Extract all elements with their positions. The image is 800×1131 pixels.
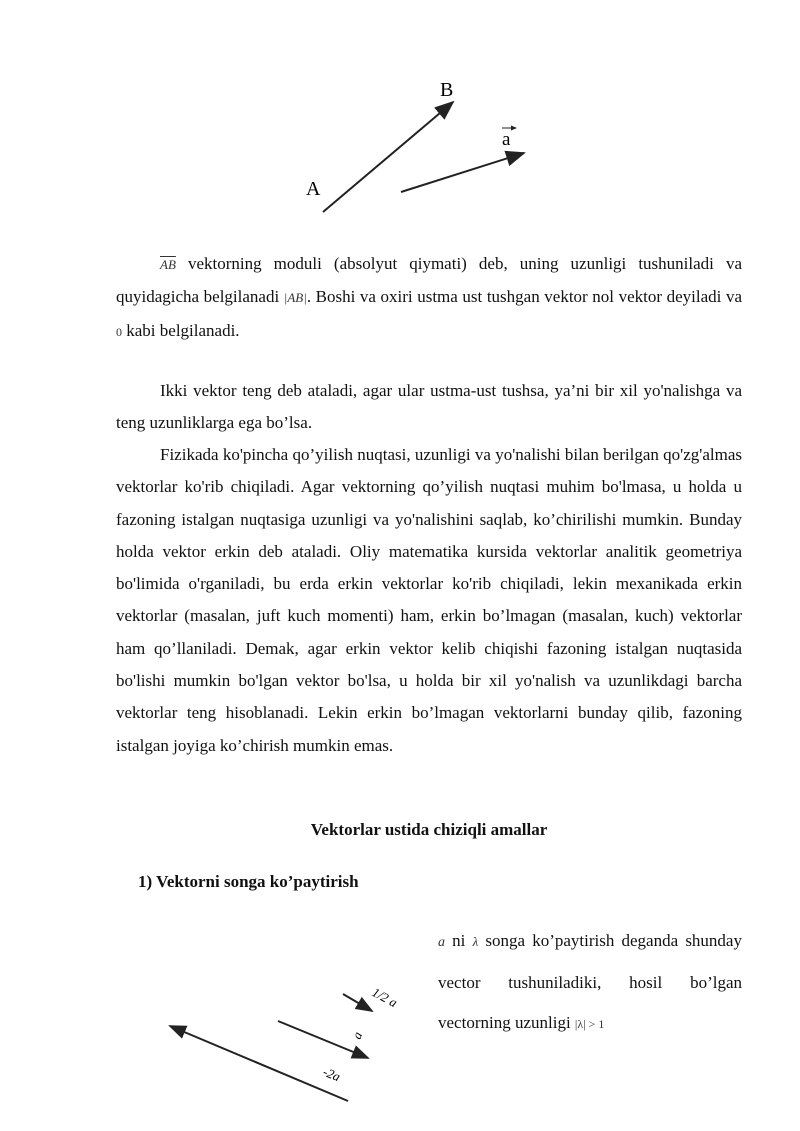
lambda-symbol: λ: [472, 934, 479, 949]
half-a-vector: [343, 994, 372, 1011]
para1-text1: vektorning moduli (absolyut qiymati) deb, uning uzunligi tushuniladi va quyidagicha belgilanadi: [116, 254, 742, 307]
point-a-label: A: [306, 178, 321, 200]
scalar-multiplication-figure: [160, 965, 420, 1115]
half-a-label: 1/2 a: [369, 984, 400, 1011]
section-heading: Vektorlar ustida chiziqli amallar: [310, 820, 548, 839]
vector-ab-line: [323, 102, 453, 212]
zero-symbol: 0: [116, 324, 122, 339]
neg-2a-vector: [170, 1026, 348, 1101]
abs-ab-symbol: |AB|: [283, 290, 307, 306]
subsection-heading: 1) Vektorni songa ko’paytirish: [138, 872, 359, 891]
a-vector: [278, 1021, 368, 1058]
vector-a-line: [401, 153, 524, 192]
paragraph-modulus: [116, 248, 742, 348]
a-label: a: [348, 1029, 366, 1042]
lambda-condition: |λ| > 1: [574, 1017, 605, 1031]
vector-figure-ab: [280, 70, 550, 220]
para1-text2: . Boshi va oxiri ustma ust tushgan vektor nol vektor deyiladi va: [306, 287, 742, 307]
right-text-t1: ni: [445, 931, 473, 950]
para1-text3: kabi belgilanadi.: [122, 320, 240, 340]
neg-2a-label: -2a: [320, 1063, 343, 1085]
vector-a-label: a: [502, 129, 511, 150]
right-text-t2: songa ko’paytirish deganda shunday vector tushuniladiki, hosil bo’lgan vectorning uzunligi: [438, 931, 742, 1032]
vec-a-symbol: a: [438, 935, 445, 950]
vector-ab-symbol: $\overline{AB}$: [160, 257, 176, 272]
paragraph-free-vectors: Fizikada ko'pincha qo’yilish nuqtasi, uzunligi va yo'nalishi bilan berilgan qo'zg'almas vektorlar ko'rib chiqiladi. Agar vektorning qo’yilish nuqtasi muhim bo'lmasa, u holda u fazoning istalgan nuqtasiga uzunligi va yo'nalishini saqlab, ko’chirilishi mumkin. Bunday holda vektor erkin deb ataladi. Oliy matematika kursida vektorlar analitik geometriya bo'limida o'rganiladi, bu erda erkin vektorlar ko'rib chiqiladi, lekin mexanikada erkin vektorlar (masalan, juft kuch momenti) ham, erkin bo’lmagan (masalan, kuch) vektorlar ham qo’llaniladi. Demak, agar erkin vektor kelib chiqishi fazoning istalgan nuqtasida bo'lishi mumkin bo'lgan vektor bo'lsa, u holda bir xil yo'nalish va uzunlikdagi barcha vektorlar teng hisoblanadi. Lekin erkin bo’lmagan vektorlarni bunday qilib, fazoning istalgan joyiga ko’chirish mumkin emas.: [116, 445, 742, 755]
scalar-multiplication-text: [438, 921, 742, 1044]
point-b-label: B: [440, 79, 454, 101]
paragraph-equal-vectors: Ikki vektor teng deb ataladi, agar ular ustma-ust tushsa, ya’ni bir xil yo'nalishga va teng uzunliklarga ega bo’lsa.: [116, 381, 742, 433]
